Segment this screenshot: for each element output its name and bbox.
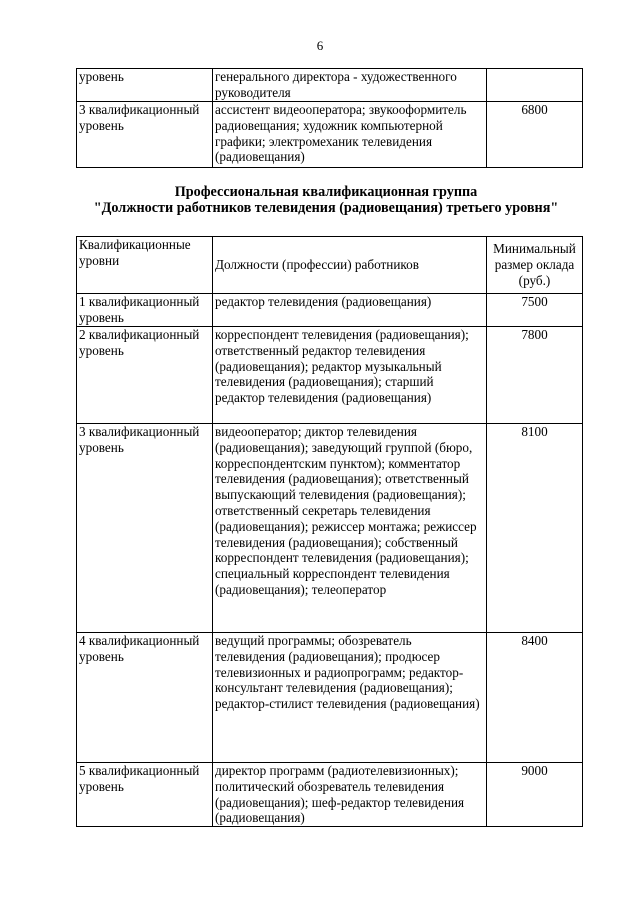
positions-cell: видеооператор; диктор телевидения (радиовещания); заведующий группой (бюро, корреспондентским пунктом); комментатор телевидения (радиовещания); ответственный выпускающий телевидения (радиовещания); ответственный секретарь телевидения (радиовещания); режиссер монтажа; режиссер телевидения (радиовещания); собственный корреспондент телевидения (радиовещания); специальный корреспондент телевидения (радиовещания); телеоператор (213, 424, 487, 633)
page-number: 6 (316, 38, 324, 53)
positions-cell: редактор телевидения (радиовещания) (213, 294, 487, 327)
salary-cell: 8100 (487, 424, 583, 633)
heading-line-2: "Должности работников телевидения (радиовещания) третьего уровня" (93, 200, 559, 216)
table-row (77, 69, 583, 102)
heading-line-1: Профессиональная квалификационная группа (174, 184, 478, 200)
level-cell: 5 квалификационный уровень (77, 763, 213, 827)
salary-cell: 7500 (487, 294, 583, 327)
level-cell: уровень (77, 69, 213, 102)
table-row (77, 102, 583, 168)
table-row (77, 633, 583, 763)
salary-table (76, 236, 583, 827)
level-cell: 3 квалификационный уровень (77, 424, 213, 633)
salary-cell: 9000 (487, 763, 583, 827)
table-row (77, 327, 583, 424)
positions-cell: ведущий программы; обозреватель телевидения (радиовещания); продюсер телевизионных и радиопрограмм; редактор-консультант телевидения (радиовещания); редактор-стилист телевидения (радиовещания) (213, 633, 487, 763)
level-cell: 4 квалификационный уровень (77, 633, 213, 763)
header-positions: Должности (профессии) работников (213, 237, 487, 294)
salary-cell: 6800 (487, 102, 583, 168)
salary-cell: 8400 (487, 633, 583, 763)
positions-cell: генерального директора - художественного руководителя (213, 69, 487, 102)
salary-cell (487, 69, 583, 102)
positions-cell: ассистент видеооператора; звукооформитель радиовещания; художник компьютерной графики; электромеханик телевидения (радиовещания) (213, 102, 487, 168)
table-row (77, 294, 583, 327)
table-row (77, 763, 583, 827)
continued-salary-table (76, 68, 583, 168)
level-cell: 2 квалификационный уровень (77, 327, 213, 424)
header-level: Квалификационные уровни (77, 237, 213, 294)
level-cell: 3 квалификационный уровень (77, 102, 213, 168)
section-heading (76, 184, 576, 216)
header-salary: Минимальный размер оклада (руб.) (487, 237, 583, 294)
salary-cell: 7800 (487, 327, 583, 424)
table-header-row (77, 237, 583, 294)
table-row (77, 424, 583, 633)
positions-cell: директор программ (радиотелевизионных); политический обозреватель телевидения (радиовещания); шеф-редактор телевидения (радиовещания) (213, 763, 487, 827)
level-cell: 1 квалификационный уровень (77, 294, 213, 327)
positions-cell: корреспондент телевидения (радиовещания); ответственный редактор телевидения (радиовещания); редактор музыкальный телевидения (радиовещания); старший редактор телевидения (радиовещания) (213, 327, 487, 424)
